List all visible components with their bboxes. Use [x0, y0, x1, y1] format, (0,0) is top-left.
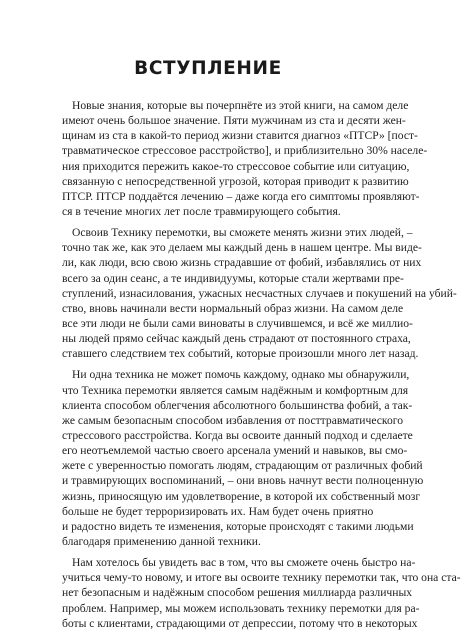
text-line: ли, как люди, всю свою жизнь страдавшие от фобий, избавлялись от них [62, 256, 422, 270]
text-line: жете с уверенностью помогать людям, страдающим от различных фобий [62, 459, 423, 473]
text-line: проблем. Например, мы можем использовать технику перемотки для ра- [62, 601, 420, 615]
text-line: ступлений, изнасилования, ужасных несчастных случаев и покушений на убий- [62, 286, 457, 300]
paragraph [62, 367, 424, 549]
text-line: травматическое стрессовое расстройство], и приблизительно 30% населе- [62, 144, 428, 158]
chapter-title: ВСТУПЛЕНИЕ [134, 58, 282, 79]
text-line: все эти люди не были сами виноваты в случившемся, и всё же миллио- [62, 316, 413, 330]
paragraph [62, 225, 457, 361]
text-line: Ни одна техника не может помочь каждому, однако мы обнаружили, [72, 368, 410, 382]
text-line: ния приходится пережить какое-то стрессовое событие или ситуацию, [62, 159, 410, 173]
text-line: точно так же, как это делаем мы каждый день в нашем центре. Мы виде- [62, 241, 422, 255]
text-line: нет безопасным и надёжным способом решения миллиарда различных [62, 586, 413, 600]
text-line: всего за один сеанс, а те индивидуумы, которые стали жертвами пре- [62, 271, 404, 285]
text-line: и радостно видеть те изменения, которые происходят с такими людьми [62, 519, 414, 533]
text-line: Нам хотелось бы увидеть вас в том, что вы сможете очень быстро на- [72, 556, 416, 570]
text-line: что Техника перемотки является самым надёжным и комфортным для [62, 383, 409, 397]
text-line: связанную с непосредственной угрозой, которая приводит к развитию [62, 174, 409, 188]
text-line: боты с клиентами, страдающими от депрессии, потому что в некоторых [62, 616, 418, 630]
text-line: Новые знания, которые вы почерпнёте из этой книги, на самом деле [72, 99, 409, 112]
body-text [62, 98, 461, 637]
text-line: учиться чему-то новому, и итоге вы освоите технику перемотки так, что она ста- [62, 571, 461, 585]
text-line: ство, вновь начинали вести нормальный образ жизни. На самом деле [62, 301, 404, 315]
text-line: ся в течение многих лет после травмирующего события. [62, 204, 341, 218]
text-line: больше не будет терроризировать их. Нам будет очень приятно [62, 504, 374, 518]
text-line: его неотъемлемой частью своего арсенала умений и навыков, вы смо- [62, 444, 408, 458]
text-line: и травмирующих воспоминаний, – они вновь начнут вести полноценную [62, 474, 424, 488]
text-line: клиента способом облегчения абсолютного большинства фобий, а так- [62, 398, 413, 412]
text-line: Освоив Технику перемотки, вы сможете менять жизни этих людей, – [72, 226, 413, 240]
text-line: щинам из ста в какой-то период жизни ставится диагноз «ПТСР» [пост- [62, 129, 418, 143]
text-line: ставшего следствием тех событий, которые произошли много лет назад. [62, 347, 419, 361]
text-line: ны людей прямо сейчас каждый день страдают от постоянного страха, [62, 332, 411, 346]
paragraph [62, 98, 428, 219]
text-line: стрессового расстройства. Когда вы освоите данный подход и сделаете [62, 428, 413, 442]
text-line: имеют очень большое значение. Пяти мужчинам из ста и десяти жен- [62, 114, 406, 128]
text-line: ПТСР. ПТСР поддаётся лечению – даже когда его симптомы проявляют- [62, 189, 420, 203]
paragraph [62, 555, 461, 631]
text-line: благодаря применению данной техники. [62, 534, 261, 548]
text-line: жизнь, приносящую им удовлетворение, в которой их собственный мозг [62, 489, 421, 503]
text-line: же самым безопасным способом избавления от посттравматического [62, 413, 404, 427]
